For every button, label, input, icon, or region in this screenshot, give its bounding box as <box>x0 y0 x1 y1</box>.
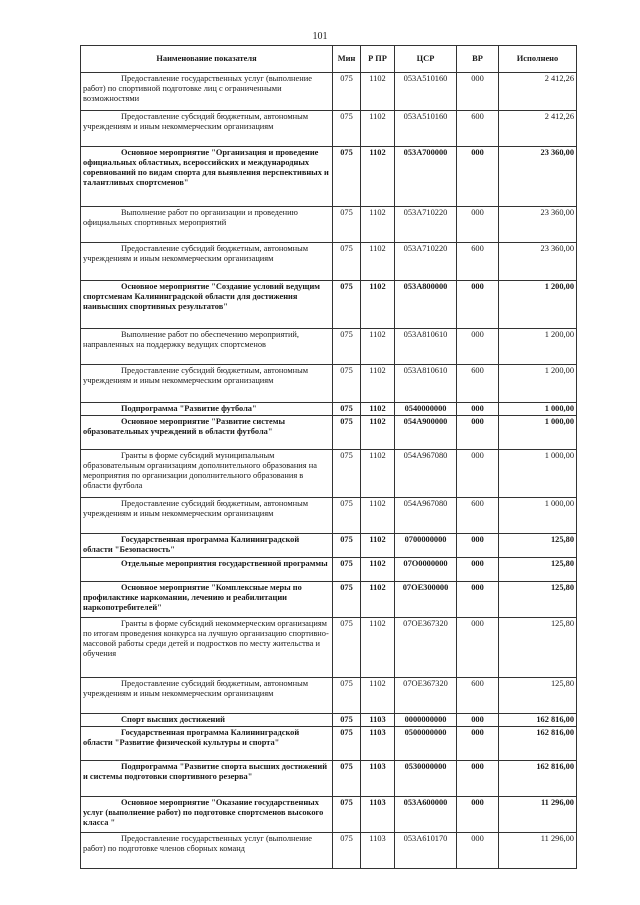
cell-name-text: Подпрограмма "Развитие футбола" <box>121 404 257 413</box>
cell-name <box>81 403 333 416</box>
cell-name-text: Выполнение работ по организации и проведению официальных спортивных мероприятий <box>83 208 298 227</box>
cell-csr: 0500000000 <box>395 727 457 761</box>
cell-name <box>81 111 333 147</box>
cell-amount: 1 200,00 <box>499 281 577 329</box>
table-row <box>81 761 577 797</box>
cell-name-text: Предоставление субсидий бюджетным, автономным учреждениям и иным некоммерческим организациям <box>83 366 309 385</box>
cell-rpr: 1103 <box>361 714 395 727</box>
cell-rpr: 1102 <box>361 678 395 714</box>
cell-name <box>81 207 333 243</box>
table-row <box>81 727 577 761</box>
cell-min: 075 <box>333 582 361 618</box>
cell-csr: 053А810610 <box>395 329 457 365</box>
cell-csr: 0700000000 <box>395 534 457 558</box>
cell-rpr: 1102 <box>361 416 395 450</box>
cell-rpr: 1102 <box>361 534 395 558</box>
cell-amount: 125,80 <box>499 582 577 618</box>
cell-name-text: Гранты в форме субсидий муниципальным образовательным организациям дополнительного образования на мероприятия по организации дополнительного образования в области футбола <box>83 451 317 490</box>
cell-vr: 600 <box>457 365 499 403</box>
cell-name <box>81 727 333 761</box>
cell-csr: 07ОЕ367320 <box>395 678 457 714</box>
cell-amount: 125,80 <box>499 534 577 558</box>
cell-min: 075 <box>333 111 361 147</box>
table-body <box>81 73 577 869</box>
cell-name-text: Основное мероприятие "Комплексные меры по профилактике наркомании, лечению и реабилитации наркопотребителей" <box>83 583 302 612</box>
cell-amount: 23 360,00 <box>499 207 577 243</box>
header-csr: ЦСР <box>395 46 457 73</box>
cell-csr: 0530000000 <box>395 761 457 797</box>
table-row <box>81 714 577 727</box>
header-vr: ВР <box>457 46 499 73</box>
cell-vr: 000 <box>457 281 499 329</box>
cell-min: 075 <box>333 403 361 416</box>
cell-rpr: 1102 <box>361 147 395 207</box>
cell-name-text: Основное мероприятие "Оказание государственных услуг (выполнение работ) по подготовке спортсменов высокого класса " <box>83 798 324 827</box>
cell-csr: 054А900000 <box>395 416 457 450</box>
cell-vr: 000 <box>457 147 499 207</box>
table-header-row <box>81 46 577 73</box>
cell-min: 075 <box>333 714 361 727</box>
cell-name-text: Гранты в форме субсидий некоммерческим организациям по итогам проведения конкурса на лучшую организацию спортивно-массовой работы среди детей и подростков по месту жительства и обучения <box>83 619 329 658</box>
cell-csr: 053А800000 <box>395 281 457 329</box>
cell-amount: 23 360,00 <box>499 147 577 207</box>
cell-amount: 1 000,00 <box>499 416 577 450</box>
table-row <box>81 678 577 714</box>
cell-name-text: Предоставление субсидий бюджетным, автономным учреждениям и иным некоммерческим организациям <box>83 679 309 698</box>
cell-name <box>81 281 333 329</box>
cell-name-text: Выполнение работ по обеспечению мероприятий, направленных на поддержку ведущих спортсменов <box>83 330 300 349</box>
table-row <box>81 147 577 207</box>
cell-min: 075 <box>333 797 361 833</box>
cell-name <box>81 147 333 207</box>
cell-min: 075 <box>333 678 361 714</box>
cell-vr: 600 <box>457 678 499 714</box>
cell-csr: 054А967080 <box>395 498 457 534</box>
cell-rpr: 1102 <box>361 365 395 403</box>
cell-min: 075 <box>333 416 361 450</box>
cell-name-text: Основное мероприятие "Организация и проведение официальных областных, всероссийских и международных соревнований по видам спорта для выявления перспективных и талантливых спортсменов" <box>83 148 329 187</box>
cell-csr: 053А710220 <box>395 243 457 281</box>
cell-csr: 054А967080 <box>395 450 457 498</box>
cell-min: 075 <box>333 727 361 761</box>
cell-min: 075 <box>333 498 361 534</box>
cell-rpr: 1102 <box>361 329 395 365</box>
cell-amount: 1 200,00 <box>499 329 577 365</box>
cell-csr: 053А510160 <box>395 111 457 147</box>
cell-name <box>81 558 333 582</box>
cell-csr: 053А810610 <box>395 365 457 403</box>
cell-amount: 162 816,00 <box>499 761 577 797</box>
page-number: 101 <box>312 31 328 42</box>
cell-amount: 125,80 <box>499 558 577 582</box>
cell-min: 075 <box>333 329 361 365</box>
cell-csr: 053А600000 <box>395 797 457 833</box>
cell-amount: 11 296,00 <box>499 797 577 833</box>
cell-name <box>81 797 333 833</box>
cell-rpr: 1102 <box>361 558 395 582</box>
cell-name <box>81 243 333 281</box>
header-name: Наименование показателя <box>81 46 333 73</box>
table-row <box>81 558 577 582</box>
table-row <box>81 450 577 498</box>
cell-amount: 1 200,00 <box>499 365 577 403</box>
cell-name <box>81 678 333 714</box>
cell-min: 075 <box>333 207 361 243</box>
cell-rpr: 1102 <box>361 73 395 111</box>
cell-csr: 0000000000 <box>395 714 457 727</box>
cell-name <box>81 498 333 534</box>
cell-amount: 23 360,00 <box>499 243 577 281</box>
cell-vr: 000 <box>457 207 499 243</box>
cell-vr: 600 <box>457 498 499 534</box>
cell-vr: 000 <box>457 329 499 365</box>
cell-min: 075 <box>333 534 361 558</box>
cell-rpr: 1102 <box>361 403 395 416</box>
cell-min: 075 <box>333 761 361 797</box>
cell-name-text: Государственная программа Калининградской области "Развитие физической культуры и спорта" <box>83 728 300 747</box>
cell-name-text: Спорт высших достижений <box>121 715 226 724</box>
table-row <box>81 281 577 329</box>
cell-vr: 000 <box>457 450 499 498</box>
cell-amount: 162 816,00 <box>499 714 577 727</box>
cell-name <box>81 73 333 111</box>
cell-min: 075 <box>333 450 361 498</box>
cell-amount: 1 000,00 <box>499 498 577 534</box>
table-row <box>81 582 577 618</box>
cell-amount: 2 412,26 <box>499 73 577 111</box>
cell-name <box>81 365 333 403</box>
table-row <box>81 403 577 416</box>
cell-csr: 0540000000 <box>395 403 457 416</box>
table-row <box>81 243 577 281</box>
table-row <box>81 618 577 678</box>
table-row <box>81 329 577 365</box>
cell-rpr: 1103 <box>361 727 395 761</box>
cell-name <box>81 450 333 498</box>
table-row <box>81 111 577 147</box>
table-row <box>81 833 577 869</box>
cell-name-text: Предоставление государственных услуг (выполнение работ) по подготовке членов сборных команд <box>83 834 312 853</box>
cell-rpr: 1103 <box>361 761 395 797</box>
cell-vr: 000 <box>457 761 499 797</box>
cell-name <box>81 714 333 727</box>
cell-csr: 07О0000000 <box>395 558 457 582</box>
cell-name <box>81 416 333 450</box>
table-row <box>81 207 577 243</box>
cell-rpr: 1103 <box>361 833 395 869</box>
cell-vr: 000 <box>457 558 499 582</box>
cell-vr: 600 <box>457 111 499 147</box>
cell-csr: 07ОЕ300000 <box>395 582 457 618</box>
budget-table <box>80 45 577 869</box>
cell-rpr: 1103 <box>361 797 395 833</box>
cell-vr: 000 <box>457 416 499 450</box>
cell-min: 075 <box>333 243 361 281</box>
cell-min: 075 <box>333 147 361 207</box>
table-row <box>81 797 577 833</box>
cell-name-text: Основное мероприятие "Создание условий ведущим спортсменам Калининградской области для достижения наивысших спортивных результатов" <box>83 282 320 311</box>
cell-amount: 125,80 <box>499 678 577 714</box>
cell-min: 075 <box>333 281 361 329</box>
cell-vr: 000 <box>457 833 499 869</box>
cell-name <box>81 618 333 678</box>
cell-rpr: 1102 <box>361 111 395 147</box>
cell-rpr: 1102 <box>361 498 395 534</box>
cell-rpr: 1102 <box>361 450 395 498</box>
cell-csr: 07ОЕ367320 <box>395 618 457 678</box>
cell-rpr: 1102 <box>361 582 395 618</box>
cell-amount: 11 296,00 <box>499 833 577 869</box>
cell-rpr: 1102 <box>361 207 395 243</box>
cell-min: 075 <box>333 365 361 403</box>
cell-min: 075 <box>333 618 361 678</box>
cell-amount: 2 412,26 <box>499 111 577 147</box>
cell-name <box>81 582 333 618</box>
cell-min: 075 <box>333 833 361 869</box>
cell-vr: 000 <box>457 618 499 678</box>
cell-name-text: Предоставление субсидий бюджетным, автономным учреждениям и иным некоммерческим организациям <box>83 244 309 263</box>
header-min: Мин <box>333 46 361 73</box>
cell-csr: 053А610170 <box>395 833 457 869</box>
table-row <box>81 73 577 111</box>
cell-amount: 1 000,00 <box>499 450 577 498</box>
cell-vr: 000 <box>457 403 499 416</box>
cell-vr: 000 <box>457 714 499 727</box>
cell-amount: 162 816,00 <box>499 727 577 761</box>
cell-name-text: Основное мероприятие "Развитие системы образовательных учреждений в области футбола" <box>83 417 285 436</box>
table-row <box>81 498 577 534</box>
cell-vr: 000 <box>457 582 499 618</box>
cell-name <box>81 534 333 558</box>
table-row <box>81 365 577 403</box>
cell-vr: 000 <box>457 534 499 558</box>
cell-name-text: Предоставление субсидий бюджетным, автономным учреждениям и иным некоммерческим организациям <box>83 112 309 131</box>
cell-vr: 000 <box>457 797 499 833</box>
table-row <box>81 416 577 450</box>
cell-name-text: Государственная программа Калининградской области "Безопасность" <box>83 535 300 554</box>
cell-name <box>81 833 333 869</box>
cell-vr: 000 <box>457 727 499 761</box>
header-amount: Исполнено <box>499 46 577 73</box>
cell-vr: 000 <box>457 73 499 111</box>
cell-amount: 125,80 <box>499 618 577 678</box>
cell-name-text: Предоставление государственных услуг (выполнение работ) по спортивной подготовке лиц с ограниченными возможностями <box>83 74 312 103</box>
cell-name-text: Подпрограмма "Развитие спорта высших достижений и системы подготовки спортивного резерва" <box>83 762 328 781</box>
cell-rpr: 1102 <box>361 618 395 678</box>
cell-min: 075 <box>333 73 361 111</box>
cell-csr: 053А710220 <box>395 207 457 243</box>
cell-vr: 600 <box>457 243 499 281</box>
cell-min: 075 <box>333 558 361 582</box>
cell-csr: 053А700000 <box>395 147 457 207</box>
cell-name-text: Отдельные мероприятия государственной программы <box>121 559 328 568</box>
cell-rpr: 1102 <box>361 281 395 329</box>
table-row <box>81 534 577 558</box>
cell-csr: 053А510160 <box>395 73 457 111</box>
header-rpr: Р ПР <box>361 46 395 73</box>
cell-name <box>81 329 333 365</box>
cell-amount: 1 000,00 <box>499 403 577 416</box>
cell-rpr: 1102 <box>361 243 395 281</box>
cell-name-text: Предоставление субсидий бюджетным, автономным учреждениям и иным некоммерческим организациям <box>83 499 309 518</box>
cell-name <box>81 761 333 797</box>
